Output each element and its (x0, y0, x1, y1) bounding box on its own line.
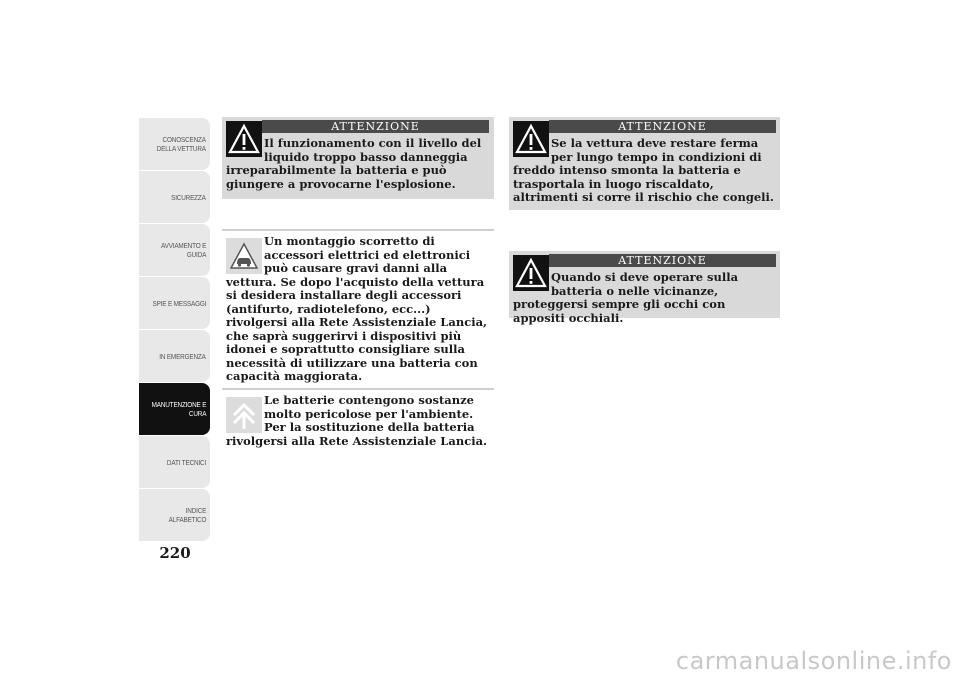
section-divider (222, 229, 494, 231)
warning-text: Se la vettura deve restare ferma per lungo tempo in condizioni di freddo intenso smonta la batteria e trasportala in luogo riscaldato, altrimenti si corre il rischio che congeli. (513, 136, 774, 204)
tab-emergenza[interactable]: IN EMERGENZA (139, 330, 210, 382)
warning-text: Quando si deve operare sulla batteria o nelle vicinanze, proteggersi sempre gli occhi con appositi occhiali. (513, 270, 739, 325)
tab-avviamento[interactable]: AVVIAMENTO E GUIDA (139, 224, 210, 276)
tab-indice[interactable]: INDICE ALFABETICO (139, 489, 210, 541)
tab-manutenzione[interactable]: MANUTENZIONE E CURA (139, 383, 210, 435)
warning-box-cold-storage (509, 117, 780, 210)
warning-header: ATTENZIONE (549, 120, 776, 133)
chapter-sidebar (139, 118, 210, 542)
page-number: 220 (159, 544, 191, 562)
warning-text: Il funzionamento con il livello del liquido troppo basso danneggia irreparabilmente la batteria e può giungere a provocarne l'esplosione. (226, 136, 482, 191)
section-divider (222, 388, 494, 390)
watermark: carmanualsonline.info (675, 647, 952, 675)
warning-header: ATTENZIONE (549, 254, 776, 267)
warning-box-eye-protection (509, 251, 780, 325)
tab-spie[interactable]: SPIE E MESSAGGI (139, 277, 210, 329)
tab-dati-tecnici[interactable]: DATI TECNICI (139, 436, 210, 488)
tab-conoscenza[interactable]: CONOSCENZA DELLA VETTURA (139, 118, 210, 170)
warning-box-fluid-level (222, 117, 494, 199)
note-accessories (222, 229, 494, 383)
note-text: Un montaggio scorretto di accessori elettrici ed elettronici può causare gravi danni alla vettura. Se dopo l'acquisto della vettura si desidera installare degli accessori (antifurto, radiotelefono, ecc...) rivolgersi alla Rete Assistenziale Lancia, che saprà suggerirvi i dispositivi più idonei e soprattutto consigliare sulla necessità di utilizzare una batteria con capacità maggiorata. (226, 234, 488, 383)
warning-header: ATTENZIONE (262, 120, 489, 133)
tab-sicurezza[interactable]: SICUREZZA (139, 171, 210, 223)
note-environment (222, 388, 494, 458)
note-text: Le batterie contengono sostanze molto pericolose per l'ambiente. Per la sostituzione della batteria rivolgersi alla Rete Assistenziale Lancia. (226, 393, 488, 448)
